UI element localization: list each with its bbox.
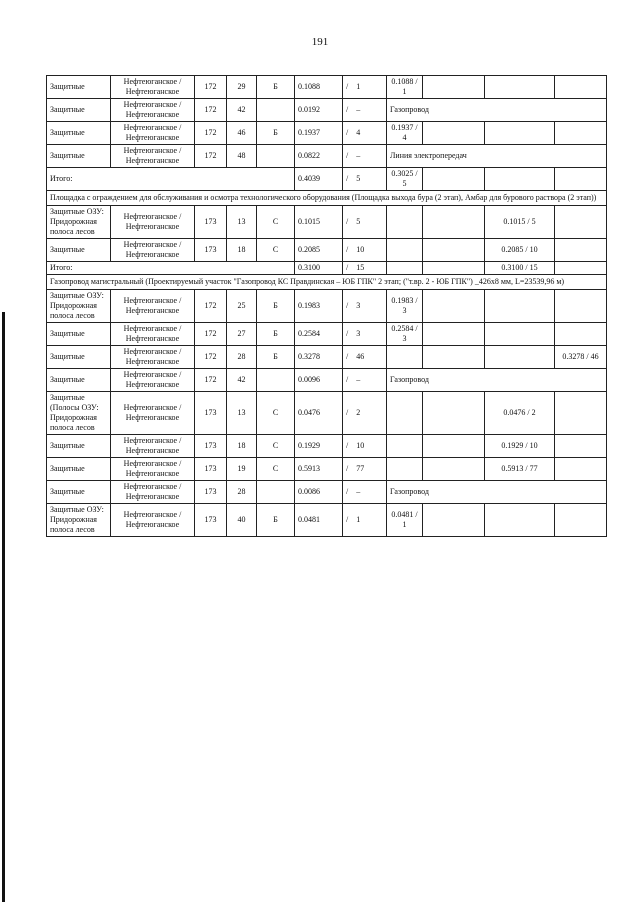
table-row [47,145,607,168]
plot-cell: 42 [227,369,257,392]
plot-cell: 18 [227,435,257,458]
area-cell: 0.3278 [295,346,343,369]
page-number: 191 [311,36,329,48]
cell-c10 [555,323,607,346]
cell-c10 [555,458,607,481]
slash-separator: / [346,464,349,473]
area-cell: 0.0822 [295,145,343,168]
table-row [47,239,607,262]
slash-separator: / [346,174,349,183]
area-cell: 0.1088 [295,76,343,99]
zone-cell: С [257,206,295,239]
cell-c10 [555,435,607,458]
total-area: 0.3100 [295,262,343,275]
tree-count: 3 [356,301,361,310]
quarter-cell: 173 [195,458,227,481]
cell-c8 [423,122,485,145]
cell-c9: 0.3100 / 15 [485,262,555,275]
tree-count: 4 [356,128,361,137]
category-cell: Защитные [47,481,111,504]
binding-mark [2,312,5,902]
count-cell [343,481,387,504]
total-row [47,262,607,275]
zone-cell: Б [257,323,295,346]
tree-count: 77 [356,464,365,473]
category-cell: Защитные [47,145,111,168]
forestry-cell: Нефтеюганское / Нефтеюганское [111,481,195,504]
total-area: 0.4039 [295,168,343,191]
cell-c7 [387,435,423,458]
table-row [47,206,607,239]
cell-c9 [485,323,555,346]
table-row [47,122,607,145]
count-cell [343,145,387,168]
tree-count: – [356,487,361,496]
tree-count: 2 [356,408,361,417]
count-cell [343,323,387,346]
cell-c9 [485,346,555,369]
tree-count: 5 [356,217,361,226]
cell-c8 [423,346,485,369]
section-header-row [47,191,607,206]
category-cell: Защитные (Полосы ОЗУ: Придорожная полоса лесов [47,392,111,435]
area-cell: 0.5913 [295,458,343,481]
forestry-cell: Нефтеюганское / Нефтеюганское [111,369,195,392]
cell-c9: 0.1015 / 5 [485,206,555,239]
quarter-cell: 173 [195,435,227,458]
section-header-row [47,275,607,290]
quarter-cell: 172 [195,346,227,369]
forestry-cell: Нефтеюганское / Нефтеюганское [111,346,195,369]
area-cell: 0.2085 [295,239,343,262]
section-title: Площадка с ограждением для обслуживания и осмотра технологического оборудования (Площадка выхода бура (2 этап), Амбар для бурового раствора (2 этап)) [47,191,607,206]
cell-c8 [423,262,485,275]
area-cell: 0.1983 [295,290,343,323]
cell-c10 [555,122,607,145]
cell-c10: 0.3278 / 46 [555,346,607,369]
total-row [47,168,607,191]
area-cell: 0.2584 [295,323,343,346]
area-cell: 0.0481 [295,504,343,537]
total-label: Итого: [47,262,295,275]
forestry-cell: Нефтеюганское / Нефтеюганское [111,122,195,145]
plot-cell: 19 [227,458,257,481]
purpose-note: Газопровод [387,369,607,392]
forestry-cell: Нефтеюганское / Нефтеюганское [111,76,195,99]
slash-separator: / [346,82,349,91]
plot-cell: 28 [227,481,257,504]
zone-cell: Б [257,504,295,537]
category-cell: Защитные [47,346,111,369]
quarter-cell: 172 [195,122,227,145]
area-cell: 0.0476 [295,392,343,435]
tree-count: 3 [356,329,361,338]
table-row [47,504,607,537]
plot-cell: 29 [227,76,257,99]
count-cell [343,504,387,537]
forestry-cell: Нефтеюганское / Нефтеюганское [111,323,195,346]
tree-count: 46 [356,352,365,361]
slash-separator: / [346,375,349,384]
count-cell [343,206,387,239]
cell-c8 [423,323,485,346]
cell-c7 [387,239,423,262]
zone-cell [257,145,295,168]
cell-c8 [423,168,485,191]
cell-c10 [555,239,607,262]
forestry-cell: Нефтеюганское / Нефтеюганское [111,99,195,122]
plot-cell: 28 [227,346,257,369]
tree-count: – [356,375,361,384]
category-cell: Защитные [47,435,111,458]
cell-c10 [555,262,607,275]
cell-c10 [555,206,607,239]
quarter-cell: 172 [195,76,227,99]
forestry-cell: Нефтеюганское / Нефтеюганское [111,392,195,435]
cell-c8 [423,458,485,481]
cell-c10 [555,168,607,191]
cell-c7 [387,458,423,481]
zone-cell [257,369,295,392]
forestry-cell: Нефтеюганское / Нефтеюганское [111,239,195,262]
area-cell: 0.0192 [295,99,343,122]
cell-c7: 0.2584 / 3 [387,323,423,346]
cell-c7 [387,392,423,435]
total-label: Итого: [47,168,295,191]
table-row [47,435,607,458]
count-cell [343,458,387,481]
zone-cell: С [257,392,295,435]
cell-c7: 0.1937 / 4 [387,122,423,145]
tree-count: 10 [356,245,365,254]
quarter-cell: 172 [195,290,227,323]
slash-separator: / [346,301,349,310]
slash-separator: / [346,105,349,114]
cell-c8 [423,504,485,537]
forestry-cell: Нефтеюганское / Нефтеюганское [111,290,195,323]
quarter-cell: 173 [195,504,227,537]
zone-cell: С [257,435,295,458]
cell-c8 [423,435,485,458]
total-count [343,262,387,275]
quarter-cell: 172 [195,145,227,168]
section-title: Газопровод магистральный (Проектируемый участок "Газопровод КС Правдинская – ЮБ ГПК" 2 этап; ("т.вр. 2 - ЮБ ГПК") _426х8 мм, L=23539,96 м) [47,275,607,290]
cell-c8 [423,392,485,435]
tree-count: – [356,105,361,114]
quarter-cell: 173 [195,206,227,239]
cell-c9 [485,168,555,191]
cell-c8 [423,76,485,99]
cell-c9: 0.5913 / 77 [485,458,555,481]
cell-c9 [485,122,555,145]
quarter-cell: 172 [195,369,227,392]
plot-cell: 27 [227,323,257,346]
plot-cell: 25 [227,290,257,323]
cell-c7: 0.1088 / 1 [387,76,423,99]
count-cell [343,392,387,435]
cell-c9: 0.0476 / 2 [485,392,555,435]
area-cell: 0.0086 [295,481,343,504]
cell-c7 [387,346,423,369]
forestry-cell: Нефтеюганское / Нефтеюганское [111,145,195,168]
zone-cell [257,481,295,504]
purpose-note: Газопровод [387,99,607,122]
quarter-cell: 172 [195,323,227,346]
category-cell: Защитные [47,369,111,392]
slash-separator: / [346,128,349,137]
cell-c7 [387,206,423,239]
category-cell: Защитные [47,323,111,346]
count-cell [343,346,387,369]
tree-count: – [356,151,361,160]
table-row [47,99,607,122]
zone-cell [257,99,295,122]
count-cell [343,239,387,262]
purpose-note: Газопровод [387,481,607,504]
category-cell: Защитные [47,458,111,481]
plot-cell: 46 [227,122,257,145]
cell-c8 [423,290,485,323]
slash-separator: / [346,352,349,361]
purpose-note: Линия электропередач [387,145,607,168]
forest-area-table [46,75,607,537]
cell-c7 [387,262,423,275]
slash-separator: / [346,487,349,496]
forestry-cell: Нефтеюганское / Нефтеюганское [111,435,195,458]
cell-c9 [485,290,555,323]
cell-c8 [423,239,485,262]
zone-cell: Б [257,346,295,369]
area-cell: 0.1937 [295,122,343,145]
cell-c7: 0.1983 / 3 [387,290,423,323]
zone-cell: С [257,458,295,481]
area-cell: 0.1015 [295,206,343,239]
cell-c9: 0.2085 / 10 [485,239,555,262]
count-cell [343,435,387,458]
tree-count: 5 [356,174,361,183]
tree-count: 10 [356,441,365,450]
table-row [47,458,607,481]
slash-separator: / [346,245,349,254]
tree-count: 1 [356,82,361,91]
count-cell [343,76,387,99]
slash-separator: / [346,151,349,160]
count-cell [343,369,387,392]
table-row [47,290,607,323]
category-cell: Защитные ОЗУ: Придорожная полоса лесов [47,206,111,239]
quarter-cell: 173 [195,239,227,262]
tree-count: 15 [356,263,365,272]
category-cell: Защитные ОЗУ: Придорожная полоса лесов [47,504,111,537]
plot-cell: 13 [227,206,257,239]
area-cell: 0.1929 [295,435,343,458]
category-cell: Защитные [47,122,111,145]
quarter-cell: 173 [195,392,227,435]
forestry-cell: Нефтеюганское / Нефтеюганское [111,206,195,239]
forestry-cell: Нефтеюганское / Нефтеюганское [111,504,195,537]
category-cell: Защитные [47,99,111,122]
plot-cell: 42 [227,99,257,122]
category-cell: Защитные [47,239,111,262]
slash-separator: / [346,441,349,450]
table-row [47,76,607,99]
plot-cell: 18 [227,239,257,262]
table-row [47,481,607,504]
total-count [343,168,387,191]
cell-c10 [555,76,607,99]
count-cell [343,99,387,122]
zone-cell: Б [257,76,295,99]
plot-cell: 40 [227,504,257,537]
area-cell: 0.0096 [295,369,343,392]
quarter-cell: 173 [195,481,227,504]
cell-c9: 0.1929 / 10 [485,435,555,458]
forestry-cell: Нефтеюганское / Нефтеюганское [111,458,195,481]
zone-cell: С [257,239,295,262]
cell-c8 [423,206,485,239]
cell-c10 [555,290,607,323]
count-cell [343,290,387,323]
table-row [47,323,607,346]
zone-cell: Б [257,290,295,323]
plot-cell: 48 [227,145,257,168]
cell-c7: 0.3025 / 5 [387,168,423,191]
count-cell [343,122,387,145]
zone-cell: Б [257,122,295,145]
slash-separator: / [346,329,349,338]
table-row [47,392,607,435]
category-cell: Защитные [47,76,111,99]
quarter-cell: 172 [195,99,227,122]
cell-c9 [485,76,555,99]
table-row [47,346,607,369]
slash-separator: / [346,217,349,226]
category-cell: Защитные ОЗУ: Придорожная полоса лесов [47,290,111,323]
slash-separator: / [346,408,349,417]
table-row [47,369,607,392]
cell-c10 [555,392,607,435]
slash-separator: / [346,263,349,272]
cell-c10 [555,504,607,537]
cell-c9 [485,504,555,537]
plot-cell: 13 [227,392,257,435]
slash-separator: / [346,515,349,524]
tree-count: 1 [356,515,361,524]
cell-c7: 0.0481 / 1 [387,504,423,537]
